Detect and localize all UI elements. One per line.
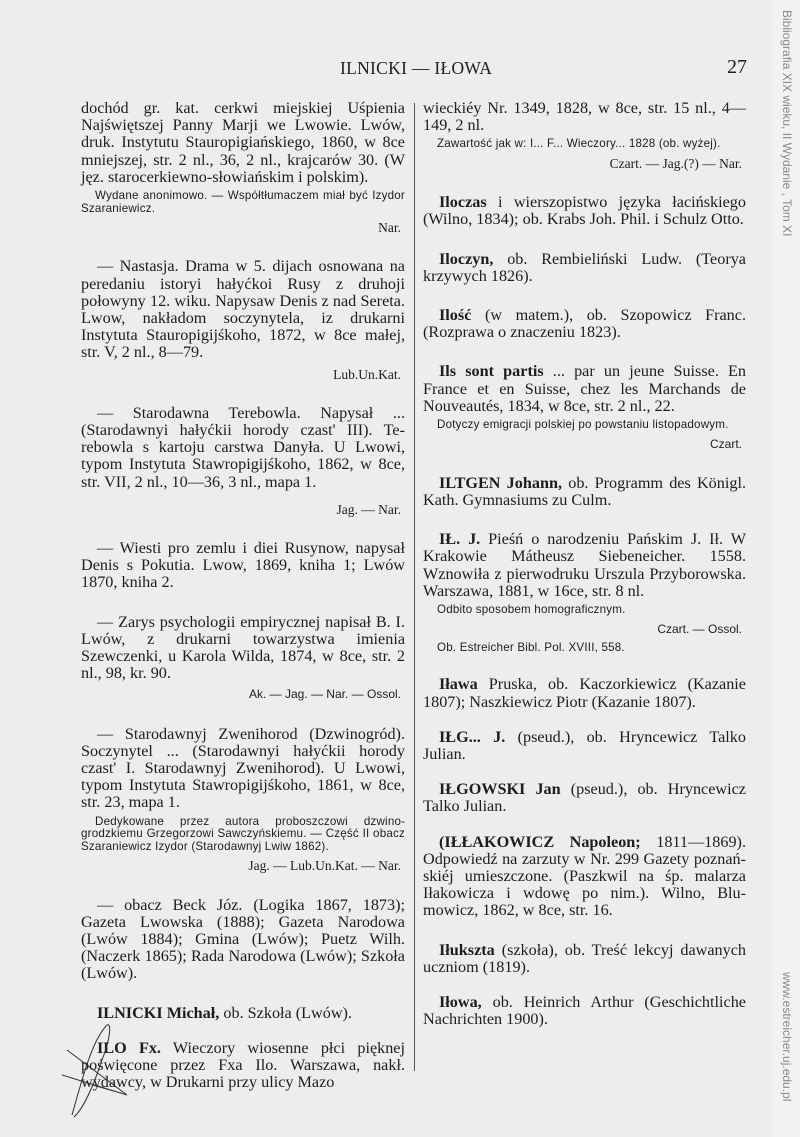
entry-iloczyn [423,251,746,285]
entry-illakowicz [423,834,746,920]
entry-text: ob. Heinrich Arthur (Geschichtliche Nachrichten 1900). [423,993,746,1029]
entry-text: Wieczory wiosenne płci pięknej poświęcone przez Fxa Ilo. Warszawa, nakł. wydawcy, w Drukarni przy ulicy Mazo [81,1038,405,1092]
entry-heading: IŁ. J. [439,530,481,549]
handwritten-signature-mark [62,1020,152,1120]
library-locations: Nar. [378,220,401,236]
archive-title-label: Bibliografia XIX wieku, II Wydanie , Tom XI [780,10,794,237]
entry-heading: (IŁŁAKOWICZ Napoleon; [439,832,641,851]
entry-ilgowski [423,781,746,815]
column-divider [414,103,415,1071]
library-locations: Czart. — Jag.(?) — Nar. [609,156,742,171]
entry-reference: Ob. Estreicher Bibl. Pol. XVIII, 558. [437,640,625,654]
entry-text: (pseud.), ob. Hryncewicz Talko Julian. [423,727,746,764]
page-number: 27 [727,56,747,78]
entry-note: Dotyczy emigracji polskiej po powstaniu listopadowym. [437,418,729,432]
entry-text: — Wiesti pro zemlu i diei Rusynow, napysał Denis s Pokutia. Lwow, 1869, kniha 1; Lwów 1870, kniha 2. [81,539,405,592]
entry-text: Pruska, ob. Kaczorkiewicz (Kazanie 1807); Naszkiewicz Piotr (Kazanie 1807). [423,675,746,711]
entry-text: — Zarys psychologii empirycznej napisał B. I. Lwów, z drukarni towarzystwa imienia Szewczenki, u Karola Wilda, 1874, w 8ce, str. 2 nl., 98, kr. 90. [81,612,405,683]
entry-heading: Ils sont partis [439,362,544,381]
entry-heading: ILTGEN Johann, [439,473,563,492]
entry-text: Pieśń o narodzeniu Pańskim J. Ił. W Krakowie Mátheusz Siebeneicher. 1558. Wznowiła z pierwodruku Urszula Przyborowska. Warszawa, 1881, w 16ce, str. 8 nl. [423,530,746,600]
entry-text: ob. Programm des Königl. Kath. Gymnasiums zu Culm. [423,473,746,510]
entry-il-j [423,531,746,600]
entry-text: ob. Rembieliński Ludw. (Teorya krzywych 1826). [423,249,746,285]
entry-heading: Iłowa, [439,993,482,1012]
entry-text: (pseud.), ob. Hryncewicz Talko Julian. [423,780,746,816]
library-locations: Lub.Un.Kat. [333,366,401,382]
entry-text: (w matem.), ob. Szopowicz Franc. (Rozprawa o znaczeniu 1823). [423,306,746,342]
entry-note: Odbito sposobem homograficznym. [437,603,626,617]
entry-text: (szkoła), ob. Treść lekcyj dawanych uczniom (1819). [423,940,746,976]
entry-text: — Starodawna Terebowla. Napysał ... (Starodawnyi hałyćkii horody czast' III). Terebowla s kartoju carstwa Danyła. U Lwowi, typom Instytuta Stawropigijśkoho, 1862, w 8ce, str. VII, 2 nl., 10—36, 3 nl., mapa 1. [81,403,405,491]
entry-heading: Iława [439,675,478,694]
entry-iltgen [423,475,746,509]
entry-ilg-j [423,729,746,763]
entry-iloczas [423,194,746,228]
entry-heading: IŁG... J. [439,727,506,746]
entry-text: i wierszopistwo języka łacińskiego (Wilno, 1834); ob. Krabs Joh. Phil. i Schulz Otto. [423,193,746,229]
entry-note: Wydane anonimowo. — Współtłumaczem miał być Izydor Szaraniewicz. [81,189,405,215]
entry-ilosc [423,307,746,341]
entry-text: ob. Szkoła (Lwów). [219,1003,352,1022]
entry-heading: Ilość [439,306,472,325]
right-column [423,100,746,1028]
entry-text: ... par un jeune Suisse. En France et en Suisse, chez les Marchands de Nouveautés, 1834, w 8ce, str. 2 nl., 22. [423,362,746,415]
library-locations: Czart. — Ossol. [657,621,742,636]
entry-heading: Iloczyn, [439,249,494,268]
entry-text: — Starodawnyj Zwenihorod (Dzwinogród). Soczynytel ... (Starodawnyi hałyćkii horody czast' I. Starodawnyj Zwenihorod). U Lwowi, typom Instytuta Stawropigijśkoho, 1861, w 8ce, str. 23, mapa 1. [81,724,405,812]
running-header: ILNICKI — IŁOWA [340,58,493,78]
entry-text: wieckiéy Nr. 1349, 1828, w 8ce, str. 15 nl., 4—149, 2 nl. [423,99,746,135]
entry-heading: ILO Fx. [97,1038,161,1057]
entry-note: Zawartość jak w: I... F... Wieczory... 1828 (ob. wyżej). [437,137,721,151]
entry-ils-sont-partis [423,363,746,415]
entry-ilawa [423,676,746,710]
library-locations: Czart. [709,436,742,451]
library-locations: Jag. — Nar. [336,501,401,517]
entry-heading: ILNICKI Michał, [97,1003,220,1022]
entry-heading: Iloczas [439,193,487,212]
entry-ilukszta [423,942,746,976]
entry-ilowa [423,994,746,1028]
entry-heading: Iłukszta [439,940,495,959]
archive-url-label: www.estreicher.uj.edu.pl [780,972,794,1102]
entry-text: dochód gr. kat. cerkwi miejskiej Uśpienia Najświętszej Panny Marji we Lwowie. Lwów, druk. Instytutu Stauropigiańskiego, 1860, w 8ce mniejszej, str. 2 nl., 36, 2 nl., krajcarów 30. (W jęz. starocerkiewno-słowiańskim i polskim). [81,99,405,186]
library-locations: Jag. — Lub.Un.Kat. — Nar. [248,858,401,874]
entry-text: — obacz Beck Józ. (Logika 1867, 1873); Gazeta Lwowska (1888); Gazeta Narodowa (Lwów 1884); Gmina (Lwów); Puetz Wilh. (Naczerk 1865); Rada Narodowa (Lwów); Szkoła (Lwów). [81,895,405,983]
library-locations: Ak. — Jag. — Nar. — Ossol. [248,687,401,702]
entry-text: 1811—1869). Odpowiedź na zarzuty w Nr. 299 Gazety poznańskiéj umieszczone. (Paszkwil na śp. malarza Iłakowicza i wdowę po nim.). Wilno, Blumowicz, 1862, w 8ce, str. 16. [423,832,746,920]
left-column [81,100,405,1092]
entry-note: Dedykowane przez autora proboszczowi dzwinogrodzkiemu Grzegorzowi Sawczyńskiemu. — Część II obacz Szaraniewicz Izydor (Starodawnyj Lwiw 1862). [81,814,405,853]
entry-text: — Nastasja. Drama w 5. dijach osnowana na peredaniu istoryi hałyćkoi Rusy z druhoji połowyny 12. wiku. Napysaw Denis z nad Sereta. Lwow, nakładom soczynytela, iz drukarni Instytuta Stauropigijśkoho, 1872, w 8ce małej, str. V, 2 nl., 8—79. [81,257,405,362]
entry-heading: IŁGOWSKI Jan [439,780,561,799]
